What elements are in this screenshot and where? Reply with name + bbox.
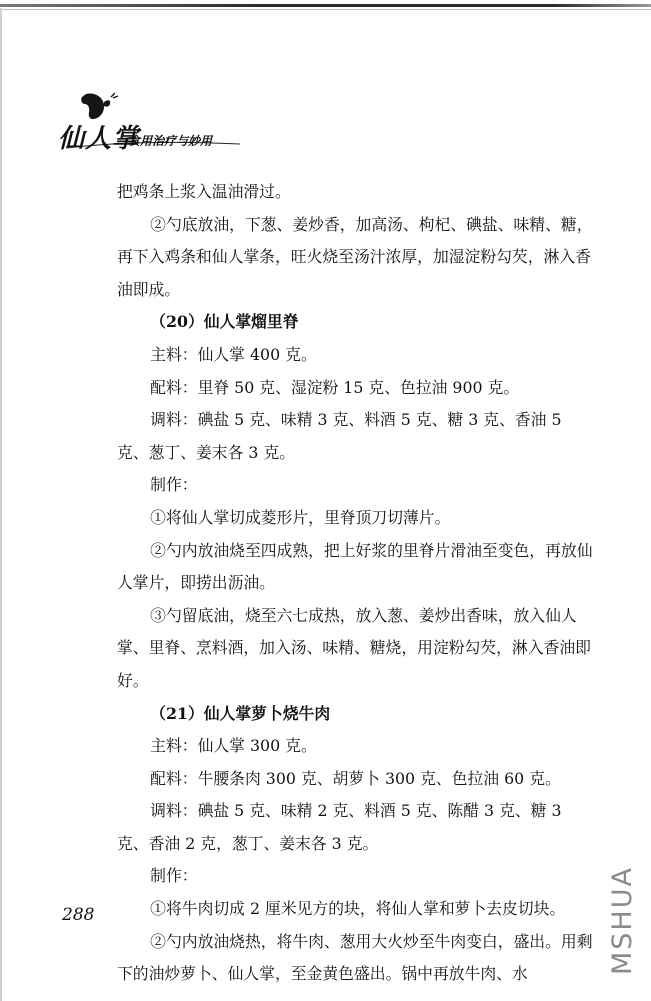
body-paragraph: ②勺底放油，下葱、姜炒香，加高汤、枸杞、碘盐、味精、糖，再下入鸡条和仙人掌条，旺火烧至汤汁浓厚，加湿淀粉勾芡，淋入香油即成。 [117,214,593,299]
body-paragraph: 配料：里脊 50 克、湿淀粉 15 克、色拉油 900 克。 [150,377,520,397]
page-body [117,176,597,991]
body-paragraph: 主料：仙人掌 300 克。 [150,736,317,756]
body-paragraph: ②勺内放油烧至四成熟，把上好浆的里脊片滑油至变色，再放仙人掌片，即捞出沥油。 [117,540,593,593]
top-border-thin-rule [0,9,651,10]
body-paragraph: 配料：牛腰条肉 300 克、胡萝卜 300 克、色拉油 60 克。 [150,768,561,788]
page-left-edge [0,8,2,1001]
body-paragraph: 主料：仙人掌 400 克。 [150,344,317,364]
body-paragraph: 调料：碘盐 5 克、味精 3 克、料酒 5 克、糖 3 克、香油 5 克、葱丁、姜末各 3 克。 [117,410,562,462]
body-paragraph: ②勺内放油烧热，将牛肉、葱用大火炒至牛肉变白，盛出。用剩下的油炒萝卜、仙人掌，至金黄色盛出。锅中再放牛肉、水 [117,931,593,984]
book-subtitle: 食用治疗与妙用 [128,134,213,148]
body-paragraph: 制作： [150,475,198,495]
watermark: MSHUA [607,866,638,976]
top-border-rule [0,4,651,7]
recipe-heading: （21）仙人掌萝卜烧牛肉 [150,703,331,723]
page-number: 288 [62,905,95,925]
body-paragraph: 制作： [150,866,198,886]
body-line: 把鸡条上浆入温油滑过。 [117,182,291,201]
body-paragraph: ①将牛肉切成 2 厘米见方的块，将仙人掌和萝卜去皮切块。 [150,899,566,919]
body-paragraph: ③勺留底油，烧至六七成热，放入葱、姜炒出香味，放入仙人掌、里脊、烹料酒，加入汤、味精、糖烧，用淀粉勾芡，淋入香油即好。 [117,605,591,690]
recipe-heading: （20）仙人掌熘里脊 [150,312,299,332]
book-title: 仙人掌 [58,124,140,154]
body-paragraph: ①将仙人掌切成菱形片，里脊顶刀切薄片。 [150,507,451,527]
body-paragraph: 调料：碘盐 5 克、味精 2 克、料酒 5 克、陈醋 3 克、糖 3 克、香油 2 克，葱丁、姜末各 3 克。 [117,801,562,853]
book-logo [58,92,248,154]
